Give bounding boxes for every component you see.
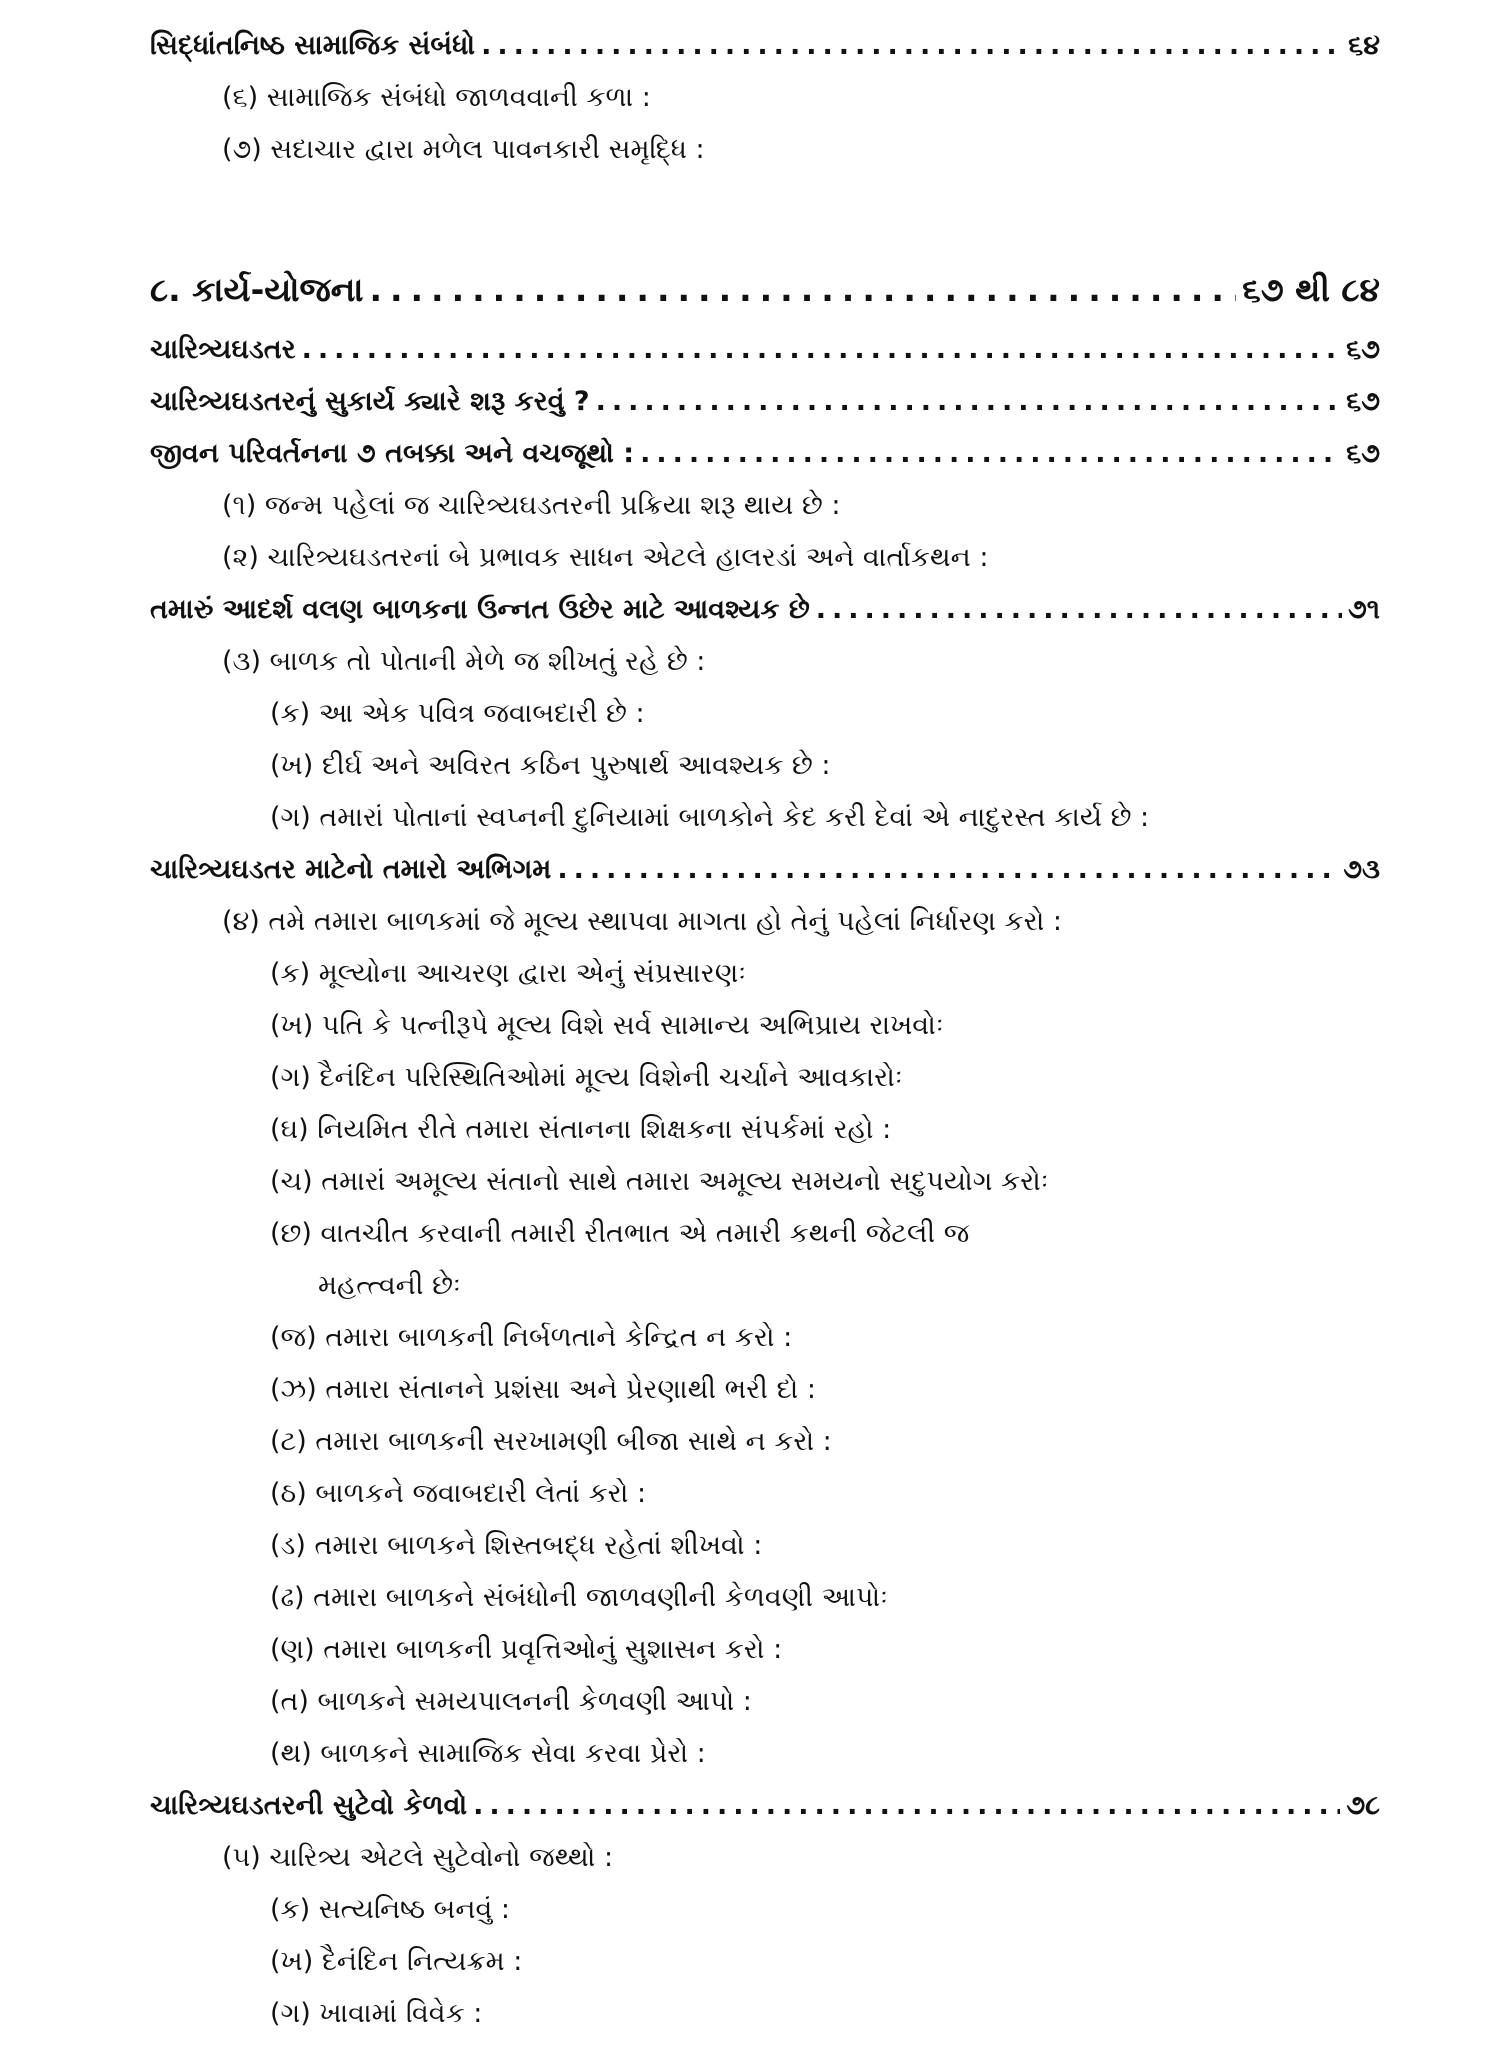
- toc-heading[interactable]: [150, 594, 1380, 646]
- dot-leader: [369, 270, 1236, 309]
- toc-subitem[interactable]: [150, 1218, 1380, 1270]
- toc-subitem-label: (ગ) તમારાં પોતાનાં સ્વપ્નની દુનિયામાં બાળકોને કેદ કરી દેવાં એ નાદુરસ્ત કાર્ય છે :: [270, 802, 1150, 833]
- toc-page-number: ૭૧: [1348, 594, 1380, 625]
- toc-page-number: ૬૭: [1346, 334, 1380, 365]
- toc-subitem[interactable]: [150, 802, 1380, 854]
- toc-subitem[interactable]: [150, 1998, 1380, 2050]
- toc-subitem[interactable]: [150, 1062, 1380, 1114]
- spacer: [150, 186, 1380, 270]
- toc-subitem[interactable]: [150, 958, 1380, 1010]
- toc-item[interactable]: [150, 542, 1380, 594]
- chapter-heading[interactable]: [150, 270, 1380, 334]
- dot-leader: [557, 854, 1337, 885]
- toc-page-number: ૬૪: [1348, 30, 1380, 61]
- toc-subitem-label: (ડ) તમારા બાળકને શિસ્તબદ્ધ રહેતાં શીખવો :: [270, 1530, 763, 1561]
- toc-subitem-label: (થ) બાળકને સામાજિક સેવા કરવા પ્રેરો :: [270, 1738, 706, 1769]
- toc-subitem-label: (ણ) તમારા બાળકની પ્રવૃત્તિઓનું સુશાસન કરો :: [270, 1634, 783, 1665]
- toc-heading-title: સિદ્ધાંતનિષ્ઠ સામાજિક સંબંધો: [150, 30, 476, 61]
- dot-leader: [640, 438, 1340, 469]
- toc-subitem[interactable]: [150, 1374, 1380, 1426]
- toc-subitem-label: (ઢ) તમારા બાળકને સંબંધોની જાળવણીની કેળવણી આપોઃ: [270, 1582, 888, 1613]
- toc-subitem[interactable]: [150, 1010, 1380, 1062]
- toc-heading-title: તમારું આદર્શ વલણ બાળકના ઉન્નત ઉછેર માટે આવશ્યક છે: [150, 594, 810, 625]
- toc-page-number: ૬૭: [1346, 438, 1380, 469]
- toc-subitem-label: (છ) વાતચીત કરવાની તમારી રીતભાત એ તમારી કથની જેટલી જ: [270, 1218, 970, 1249]
- toc-item-label: (૬) સામાજિક સંબંધો જાળવવાની કળા :: [222, 82, 651, 113]
- toc-heading[interactable]: [150, 1790, 1380, 1842]
- toc-subitem[interactable]: [150, 1894, 1380, 1946]
- toc-item[interactable]: [150, 906, 1380, 958]
- chapter-title: ૮. કાર્ય-યોજના: [150, 270, 364, 309]
- dot-leader: [816, 594, 1342, 625]
- toc-subitem-continuation[interactable]: [150, 1270, 1380, 1322]
- dot-leader: [473, 1790, 1340, 1821]
- toc-subitem-label: (ગ) દૈનંદિન પરિસ્થિતિઓમાં મૂલ્ય વિશેની ચર્ચાને આવકારોઃ: [270, 1062, 903, 1093]
- toc-item-label: (૨) ચારિત્ર્યઘડતરનાં બે પ્રભાવક સાધન એટલે હાલરડાં અને વાર્તાકથન :: [222, 542, 989, 573]
- toc-subitem[interactable]: [150, 1426, 1380, 1478]
- toc-item-label: (૫) ચારિત્ર્ય એટલે સુટેવોનો જથ્થો :: [222, 1842, 614, 1873]
- toc-subitem-label: (ચ) તમારાં અમૂલ્ય સંતાનો સાથે તમારા અમૂલ્ય સમયનો સદુપયોગ કરોઃ: [270, 1166, 1049, 1197]
- toc-subitem-label: (ખ) દીર્ઘ અને અવિરત કઠિન પુરુષાર્થ આવશ્યક છે :: [270, 750, 831, 781]
- toc-subitem[interactable]: [150, 1634, 1380, 1686]
- toc-subitem[interactable]: [150, 1114, 1380, 1166]
- toc-subitem[interactable]: [150, 1166, 1380, 1218]
- toc-subitem[interactable]: [150, 698, 1380, 750]
- toc-subitem-label: (ખ) દૈનંદિન નિત્યક્રમ :: [270, 1946, 523, 1977]
- toc-item-label: (૭) સદાચાર દ્વારા મળેલ પાવનકારી સમૃદ્ધિ :: [222, 134, 705, 165]
- toc-heading-title: ચારિત્ર્યઘડતરની સુટેવો કેળવો: [150, 1790, 468, 1821]
- toc-item-label: (૪) તમે તમારા બાળકમાં જે મૂલ્ય સ્થાપવા માગતા હો તેનું પહેલાં નિર્ધારણ કરો :: [222, 906, 1063, 937]
- toc-heading[interactable]: [150, 334, 1380, 386]
- toc-subitem[interactable]: [150, 1738, 1380, 1790]
- toc-heading-title: ચારિત્ર્યઘડતરનું સુકાર્ય ક્યારે શરૂ કરવું ?: [150, 386, 590, 417]
- toc-subitem-label: (જ) તમારા બાળકની નિર્બળતાને કેન્દ્રિત ન કરો :: [270, 1322, 793, 1353]
- toc-subitem-label: (ગ) ખાવામાં વિવેક :: [270, 1998, 483, 2029]
- toc-item[interactable]: [150, 134, 1380, 186]
- toc-item[interactable]: [150, 646, 1380, 698]
- toc-subitem-label: (ખ) પતિ કે પત્નીરૂપે મૂલ્ય વિશે સર્વ સામાન્ય અભિપ્રાય રાખવોઃ: [270, 1010, 944, 1041]
- toc-subitem[interactable]: [150, 1686, 1380, 1738]
- toc-item[interactable]: [150, 490, 1380, 542]
- dot-leader: [596, 386, 1341, 417]
- toc-item[interactable]: [150, 1842, 1380, 1894]
- toc-subitem-label: (ઠ) બાળકને જવાબદારી લેતાં કરો :: [270, 1478, 647, 1509]
- toc-page-number: ૭૮: [1346, 1790, 1380, 1821]
- toc-subitem-label: (ટ) તમારા બાળકની સરખામણી બીજા સાથે ન કરો :: [270, 1426, 832, 1457]
- toc-heading[interactable]: [150, 854, 1380, 906]
- toc-item-label: (૩) બાળક તો પોતાની મેળે જ શીખતું રહે છે :: [222, 646, 706, 677]
- toc-heading-title: જીવન પરિવર્તનના ૭ તબક્કા અને વચજૂથો :: [150, 438, 635, 469]
- toc-item[interactable]: [150, 82, 1380, 134]
- table-of-contents: [150, 30, 1380, 2050]
- dot-leader: [302, 334, 1340, 365]
- toc-subitem[interactable]: [150, 1322, 1380, 1374]
- toc-subitem-label: (ક) મૂલ્યોના આચરણ દ્વારા એનું સંપ્રસારણઃ: [270, 958, 747, 989]
- toc-item-label: (૧) જન્મ પહેલાં જ ચારિત્ર્યઘડતરની પ્રક્રિયા શરૂ થાય છે :: [222, 490, 841, 521]
- toc-page-number: ૬૭: [1346, 386, 1380, 417]
- chapter-page-range: ૬૭ થી ૮૪: [1242, 270, 1380, 309]
- toc-subitem-label: (ઘ) નિયમિત રીતે તમારા સંતાનના શિક્ષકના સંપર્કમાં રહો :: [270, 1114, 892, 1145]
- toc-heading[interactable]: [150, 386, 1380, 438]
- toc-subitem[interactable]: [150, 1478, 1380, 1530]
- toc-page-number: ૭૩: [1343, 854, 1380, 885]
- toc-subitem-label: (ક) આ એક પવિત્ર જવાબદારી છે :: [270, 698, 645, 729]
- toc-subitem-label: (ઝ) તમારા સંતાનને પ્રશંસા અને પ્રેરણાથી ભરી દો :: [270, 1374, 816, 1405]
- toc-heading[interactable]: [150, 438, 1380, 490]
- toc-heading[interactable]: [150, 30, 1380, 82]
- dot-leader: [481, 30, 1342, 61]
- toc-subitem-label: (ક) સત્યનિષ્ઠ બનવું :: [270, 1894, 510, 1925]
- toc-subitem-label: મહત્ત્વની છેઃ: [318, 1270, 461, 1301]
- toc-subitem[interactable]: [150, 750, 1380, 802]
- toc-subitem[interactable]: [150, 1530, 1380, 1582]
- toc-heading-title: ચારિત્ર્યઘડતર: [150, 334, 296, 365]
- toc-subitem-label: (ત) બાળકને સમયપાલનની કેળવણી આપો :: [270, 1686, 752, 1717]
- toc-subitem[interactable]: [150, 1582, 1380, 1634]
- toc-subitem[interactable]: [150, 1946, 1380, 1998]
- toc-heading-title: ચારિત્ર્યઘડતર માટેનો તમારો અભિગમ: [150, 854, 552, 885]
